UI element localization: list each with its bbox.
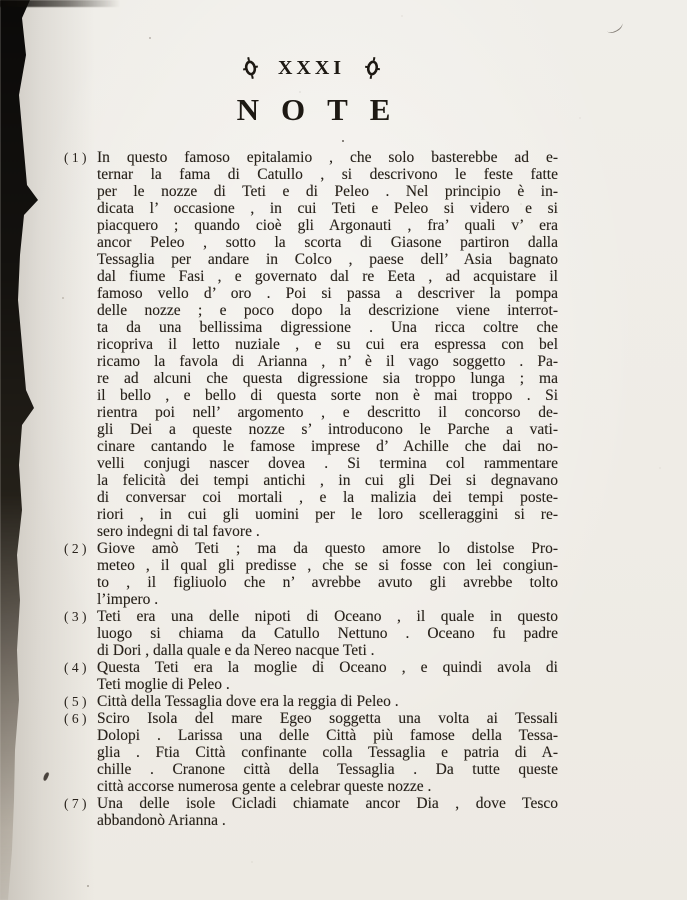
fleuron-ornament-left <box>242 56 259 86</box>
note-line: Una delle isole Cicladi chiamate ancor Dia , dove Tesco <box>97 795 558 812</box>
page-header <box>81 56 542 86</box>
note-line: riori , in cui gli uomini per le loro scelleraggini si re- <box>97 506 558 523</box>
note-line: meteo , il qual gli predisse , che se si fosse con lei congiun- <box>97 557 558 574</box>
note-number: ( 3 ) <box>64 609 87 624</box>
note-line: cinare cantando le famose imprese d’ Achille che dai no- <box>97 438 558 455</box>
note-line: Teti era una delle nipoti di Oceano , il quale in questo <box>97 608 558 625</box>
note-number: ( 6 ) <box>64 711 87 726</box>
note-line: rientra poi nell’ argomento , e descritto il concorso de- <box>97 404 558 421</box>
notes-list <box>64 149 558 829</box>
note-line: Tessaglia per andare in Colco , paese dell’ Asia bagnato <box>97 251 558 268</box>
note-line: la felicità dei tempi antichi , in cui gli Dei si degnavano <box>97 472 558 489</box>
note-line: sero indegni di tal favore . <box>97 523 260 540</box>
note-3 <box>64 608 558 659</box>
note-line: Teti moglie di Peleo . <box>97 676 230 693</box>
note-line: dicata l’ occasione , in cui Teti e Peleo si videro e si <box>97 200 558 217</box>
fleuron-ornament-right <box>364 56 381 86</box>
note-line: abbandonò Arianna . <box>97 812 226 829</box>
note-1 <box>64 149 558 540</box>
note-6 <box>64 710 558 795</box>
note-line: velli conjugi nascer dovea . Si termina col rammentare <box>97 455 558 472</box>
note-line: re ad alcuni che questa digressione sia troppo lunga ; ma <box>97 370 558 387</box>
note-5 <box>64 693 558 710</box>
note-number: ( 2 ) <box>64 541 87 556</box>
page-top-shadow <box>0 0 120 7</box>
note-line: famoso vello d’ oro . Poi si passa a descriver la pompa <box>97 285 558 302</box>
note-number: ( 7 ) <box>64 796 87 811</box>
note-line: delle nozze ; e poco dopo la descrizione viene interrot- <box>97 302 558 319</box>
note-line: to , il figliuolo che n’ avrebbe avuto gli avrebbe tolto <box>97 574 558 591</box>
book-binding-edge <box>0 0 40 900</box>
note-line: città accorse numerosa gente a celebrar queste nozze . <box>97 778 432 795</box>
note-line: ancor Peleo , sotto la scorta di Giasone partiron dalla <box>97 234 558 251</box>
note-line: Dolopi . Larissa una delle Città più famose della Tessa- <box>97 727 558 744</box>
note-line: chille . Cranone città della Tessaglia . Da tutte queste <box>97 761 558 778</box>
note-line: piacquero ; quando cioè gli Argonauti , fra’ quali v’ era <box>97 217 558 234</box>
note-line: di Dori , dalla quale e da Nereo nacque Teti . <box>97 642 375 659</box>
note-number: ( 5 ) <box>64 694 87 709</box>
note-line: ricopriva il letto nuziale , e su cui era espressa con bel <box>97 336 558 353</box>
note-7 <box>64 795 558 829</box>
note-line: dal fiume Fasi , e governato dal re Eeta , ad acquistare il <box>97 268 558 285</box>
ink-blot <box>42 772 49 782</box>
note-line: per le nozze di Teti e di Peleo . Nel principio è in- <box>97 183 558 200</box>
pen-mark <box>605 19 625 36</box>
note-line: il bello , e bello di questa sorte non è mai troppo . Si <box>97 387 558 404</box>
page-number: XXXI <box>277 57 346 79</box>
note-line: ricamo la favola di Arianna , n’ è il vago soggetto . Pa- <box>97 353 558 370</box>
note-line: Giove amò Teti ; ma da questo amore lo distolse Pro- <box>97 540 558 557</box>
note-line: luogo si chiama da Catullo Nettuno . Oceano fu padre <box>97 625 558 642</box>
note-line: ternar la fama di Catullo , si descrivono le feste fatte <box>97 166 558 183</box>
note-line: Questa Teti era la moglie di Oceano , e quindi avola di <box>97 659 558 676</box>
note-line: Sciro Isola del mare Egeo soggetta una volta ai Tessali <box>97 710 558 727</box>
note-line: In questo famoso epitalamio , che solo basterebbe ad e- <box>97 149 558 166</box>
note-4 <box>64 659 558 693</box>
section-title: NOTE <box>236 92 413 127</box>
note-line: di conversar coi mortali , e la malizia dei tempi poste- <box>97 489 558 506</box>
note-line: Città della Tessaglia dove era la reggia di Peleo . <box>97 693 399 710</box>
note-line: glia . Ftia Città confinante colla Tessaglia e patria di A- <box>97 744 558 761</box>
note-number: ( 1 ) <box>64 150 87 165</box>
note-number: ( 4 ) <box>64 660 87 675</box>
note-line: gli Dei a queste nozze s’ introducono le Parche a vati- <box>97 421 558 438</box>
note-line: ta da una bellissima digressione . Una ricca coltre che <box>97 319 558 336</box>
note-2 <box>64 540 558 608</box>
note-line: l’impero . <box>97 591 159 608</box>
